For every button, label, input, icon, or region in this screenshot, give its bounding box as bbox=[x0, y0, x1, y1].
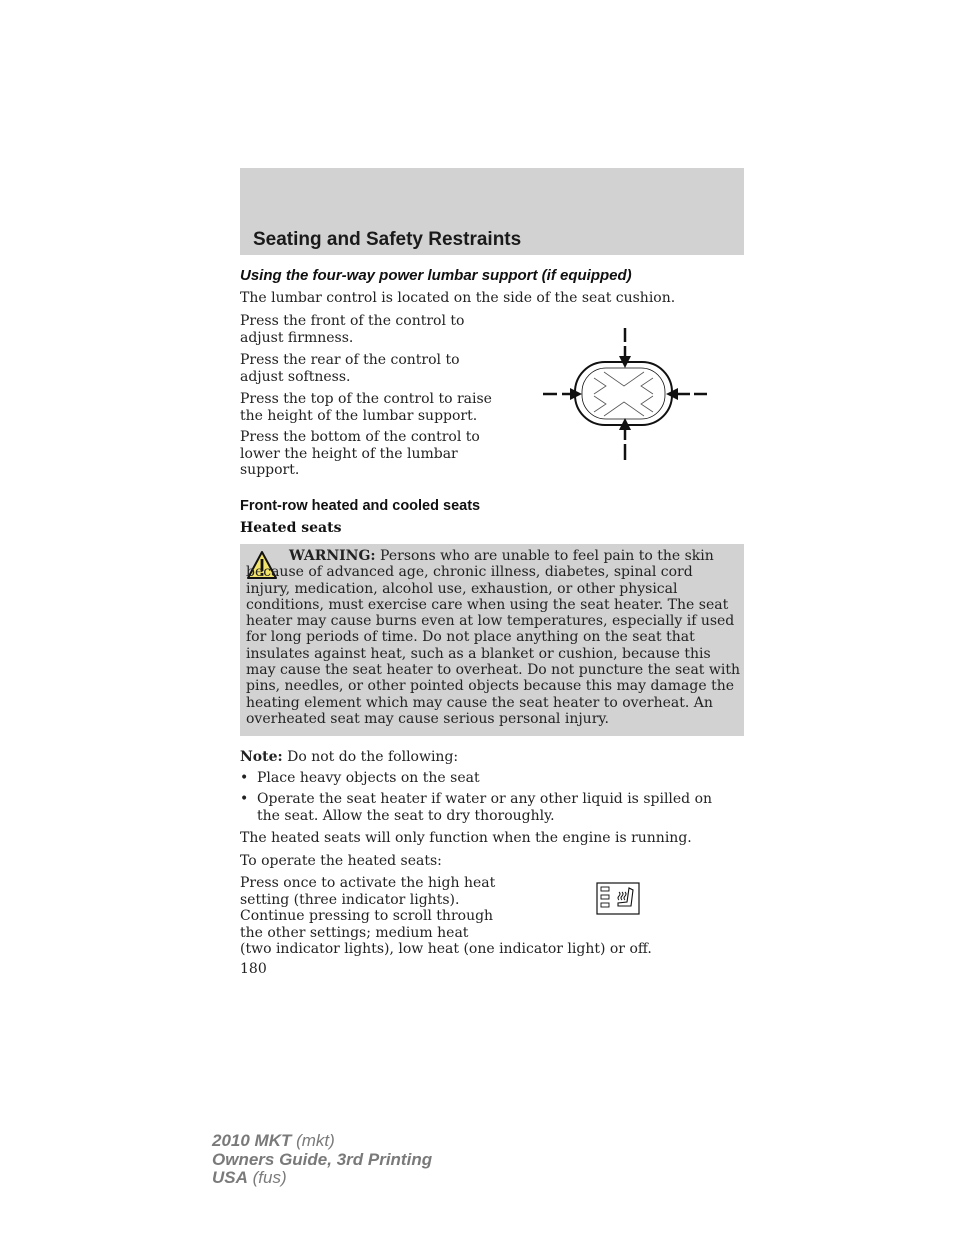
page-number: 180 bbox=[240, 961, 267, 977]
lumbar-raise-text bbox=[240, 391, 492, 424]
heated-seats-subheading: Heated seats bbox=[240, 520, 342, 536]
lower-line: support. bbox=[240, 462, 300, 478]
footer-model-code: (mkt) bbox=[291, 1131, 335, 1150]
press-line: Continue pressing to scroll through bbox=[240, 908, 494, 924]
press-instructions bbox=[240, 875, 652, 958]
note-label: Note: bbox=[240, 749, 283, 765]
footer-model bbox=[212, 1131, 335, 1151]
bullet-icon: • bbox=[240, 770, 249, 786]
firmness-line: Press the front of the control to bbox=[240, 313, 465, 329]
warning-label: WARNING: bbox=[289, 548, 376, 564]
heated-cooled-heading: Front-row heated and cooled seats bbox=[240, 498, 481, 514]
softness-line: Press the rear of the control to bbox=[240, 352, 460, 368]
operate-text: To operate the heated seats: bbox=[240, 853, 442, 869]
footer-market-code: (fus) bbox=[247, 1168, 287, 1187]
list-item-text: Operate the seat heater if water or any other liquid is spilled on the seat. Allow the seat to dry thoroughly. bbox=[257, 791, 713, 824]
section-title: Seating and Safety Restraints bbox=[253, 229, 522, 250]
bullet-icon: • bbox=[240, 791, 249, 807]
lower-line: Press the bottom of the control to bbox=[240, 429, 480, 445]
list-item bbox=[240, 791, 740, 825]
lumbar-control-diagram-icon bbox=[540, 326, 710, 462]
list-item-text: Place heavy objects on the seat bbox=[257, 770, 480, 786]
footer-market-name: USA bbox=[212, 1168, 248, 1187]
press-line: setting (three indicator lights). bbox=[240, 891, 460, 908]
lumbar-lower-text bbox=[240, 429, 480, 479]
heated-seat-button-icon bbox=[596, 882, 640, 915]
warning-box bbox=[240, 544, 744, 736]
press-line: (two indicator lights), low heat (one indicator light) or off. bbox=[240, 941, 652, 957]
raise-line: the height of the lumbar support. bbox=[240, 407, 478, 424]
lumbar-intro: The lumbar control is located on the side of the seat cushion. bbox=[240, 290, 676, 306]
raise-line: Press the top of the control to raise bbox=[240, 391, 492, 407]
warning-text bbox=[246, 548, 741, 727]
lumbar-softness-text bbox=[240, 352, 460, 385]
footer-guide: Owners Guide, 3rd Printing bbox=[212, 1150, 433, 1169]
lumbar-heading: Using the four-way power lumbar support (if equipped) bbox=[240, 267, 632, 284]
engine-text: The heated seats will only function when the engine is running. bbox=[240, 830, 692, 846]
list-item bbox=[240, 770, 740, 787]
press-line: Press once to activate the high heat bbox=[240, 875, 496, 891]
footer-model-name: 2010 MKT bbox=[212, 1131, 292, 1150]
footer-market bbox=[212, 1168, 287, 1188]
lumbar-firmness-text bbox=[240, 313, 464, 346]
note-text: Do not do the following: bbox=[282, 749, 459, 765]
lower-line: lower the height of the lumbar bbox=[240, 445, 458, 462]
softness-line: adjust softness. bbox=[240, 368, 351, 385]
note bbox=[240, 749, 458, 766]
warning-body: Persons who are unable to feel pain to the skin because of advanced age, chronic illness, diabetes, spinal cord injury, medication, alcohol use, exhaustion, or other physical conditions, must exercise care when using the seat heater. The seat heater may cause burns even at low temperatures, especially if used for long periods of time. Do not place anything on the seat that insulates against heat, such as a blanket or cushion, because this may cause the seat heater to overheat. Do not puncture the seat with pins, needles, or other pointed objects because this may damage the heating element which may cause the seat heater to overheat. An overheated seat may cause serious personal injury. bbox=[246, 548, 740, 727]
firmness-line: adjust firmness. bbox=[240, 329, 354, 346]
press-line: the other settings; medium heat bbox=[240, 924, 469, 941]
